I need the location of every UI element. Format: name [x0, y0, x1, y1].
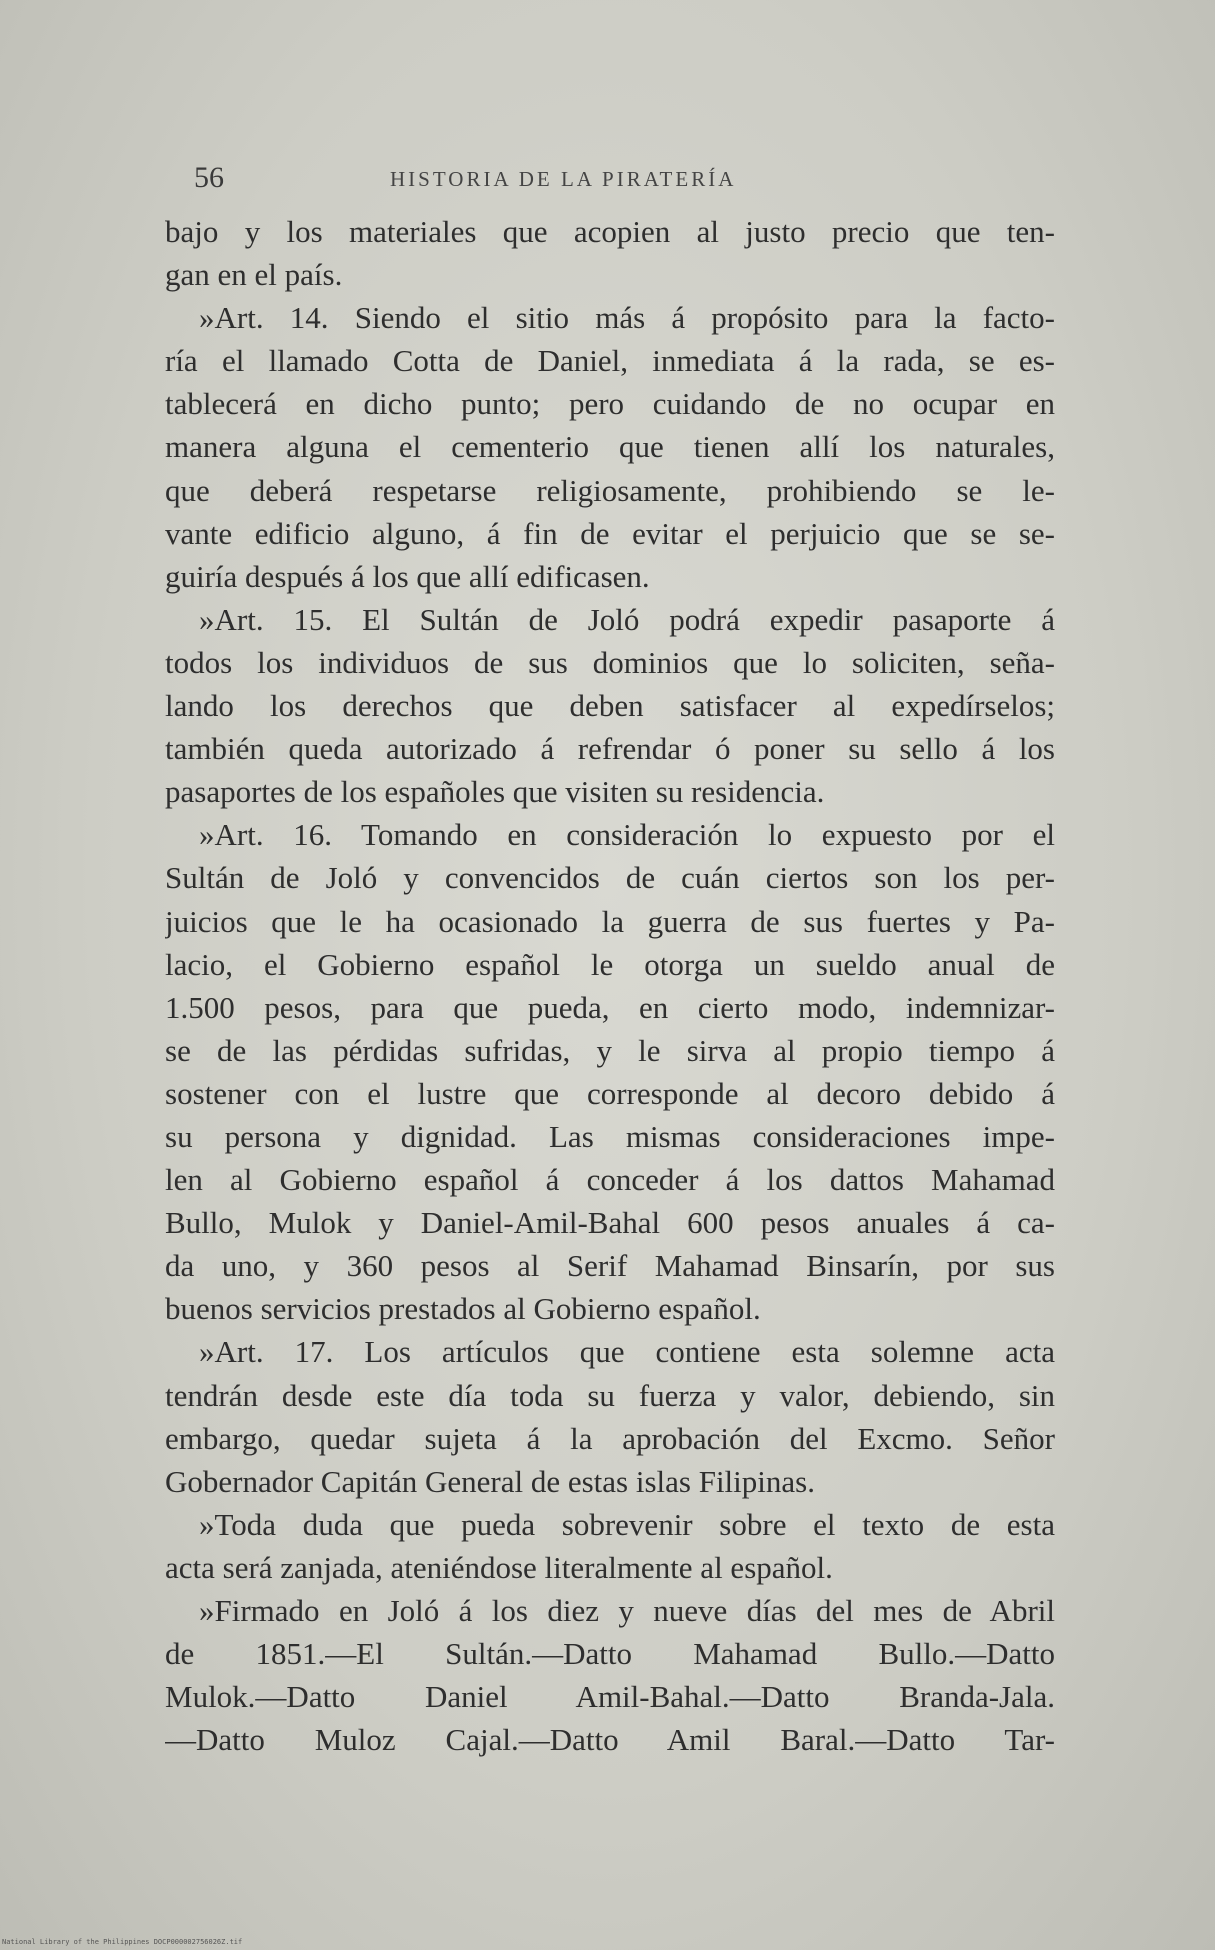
- text-line: gan en el país.: [165, 257, 343, 293]
- text-line: buenos servicios prestados al Gobierno español.: [165, 1291, 761, 1327]
- text-line: Mulok.—Datto Daniel Amil-Bahal.—Datto Branda-Jala.: [165, 1679, 1055, 1715]
- text-line: da uno, y 360 pesos al Serif Mahamad Binsarín, por sus: [165, 1248, 1055, 1284]
- text-line: todos los individuos de sus dominios que lo soliciten, seña-: [165, 644, 1055, 680]
- text-line: »Art. 15. El Sultán de Joló podrá expedir pasaporte á: [199, 601, 1055, 637]
- text-line: su persona y dignidad. Las mismas consideraciones impe-: [165, 1118, 1055, 1154]
- text-line: tendrán desde este día toda su fuerza y valor, debiendo, sin: [165, 1377, 1055, 1413]
- text-line: »Art. 14. Siendo el sitio más á propósito para la facto-: [199, 300, 1055, 336]
- text-line: lando los derechos que deben satisfacer al expedírselos;: [165, 688, 1055, 724]
- text-line: 1.500 pesos, para que pueda, en cierto modo, indemnizar-: [165, 989, 1055, 1025]
- text-line: lacio, el Gobierno español le otorga un sueldo anual de: [165, 946, 1055, 982]
- text-line: »Firmado en Joló á los diez y nueve días del mes de Abril: [199, 1593, 1055, 1628]
- text-line: pasaportes de los españoles que visiten su residencia.: [165, 774, 825, 810]
- text-line: tablecerá en dicho punto; pero cuidando de no ocupar en: [165, 386, 1055, 422]
- text-line: ría el llamado Cotta de Daniel, inmediata á la rada, se es-: [165, 343, 1055, 379]
- text-line: Bullo, Mulok y Daniel-Amil-Bahal 600 pesos anuales á ca-: [165, 1205, 1055, 1241]
- text-line: de 1851.—El Sultán.—Datto Mahamad Bullo.—Datto: [165, 1636, 1055, 1672]
- text-line: »Toda duda que pueda sobrevenir sobre el texto de esta: [199, 1506, 1055, 1542]
- text-line: Sultán de Joló y convencidos de cuán ciertos son los per-: [165, 860, 1055, 896]
- text-line: juicios que le ha ocasionado la guerra de sus fuertes y Pa-: [165, 903, 1055, 939]
- text-line: vante edificio alguno, á fin de evitar el perjuicio que se se-: [165, 515, 1055, 551]
- text-line: también queda autorizado á refrendar ó poner su sello á los: [165, 731, 1055, 767]
- text-line: se de las pérdidas sufridas, y le sirva al propio tiempo á: [165, 1032, 1055, 1068]
- text-line: Gobernador Capitán General de estas islas Filipinas.: [165, 1463, 815, 1499]
- text-line: len al Gobierno español á conceder á los dattos Mahamad: [165, 1162, 1055, 1198]
- text-line: embargo, quedar sujeta á la aprobación del Excmo. Señor: [165, 1420, 1055, 1456]
- page-number: 56: [194, 161, 224, 194]
- text-line: guiría después á los que allí edificasen.: [165, 558, 650, 594]
- text-line: acta será zanjada, ateniéndose literalmente al español.: [165, 1549, 833, 1585]
- page-header: [160, 157, 1060, 197]
- text-line: »Art. 17. Los artículos que contiene esta solemne acta: [199, 1334, 1055, 1370]
- text-line: »Art. 16. Tomando en consideración lo expuesto por el: [199, 817, 1055, 853]
- text-line: —Datto Muloz Cajal.—Datto Amil Baral.—Datto Tar-: [165, 1722, 1055, 1758]
- text-line: bajo y los materiales que acopien al justo precio que ten-: [165, 214, 1055, 249]
- text-line: manera alguna el cementerio que tienen allí los naturales,: [165, 429, 1055, 465]
- body-text: [165, 210, 1055, 1761]
- text-line: sostener con el lustre que corresponde al decoro debido á: [165, 1075, 1055, 1111]
- scan-credit: National Library of the Philippines DOCP000002756026Z.tif: [2, 1938, 243, 1946]
- running-head: HISTORIA DE LA PIRATERÍA: [390, 167, 737, 191]
- text-line: que deberá respetarse religiosamente, prohibiendo se le-: [165, 472, 1055, 508]
